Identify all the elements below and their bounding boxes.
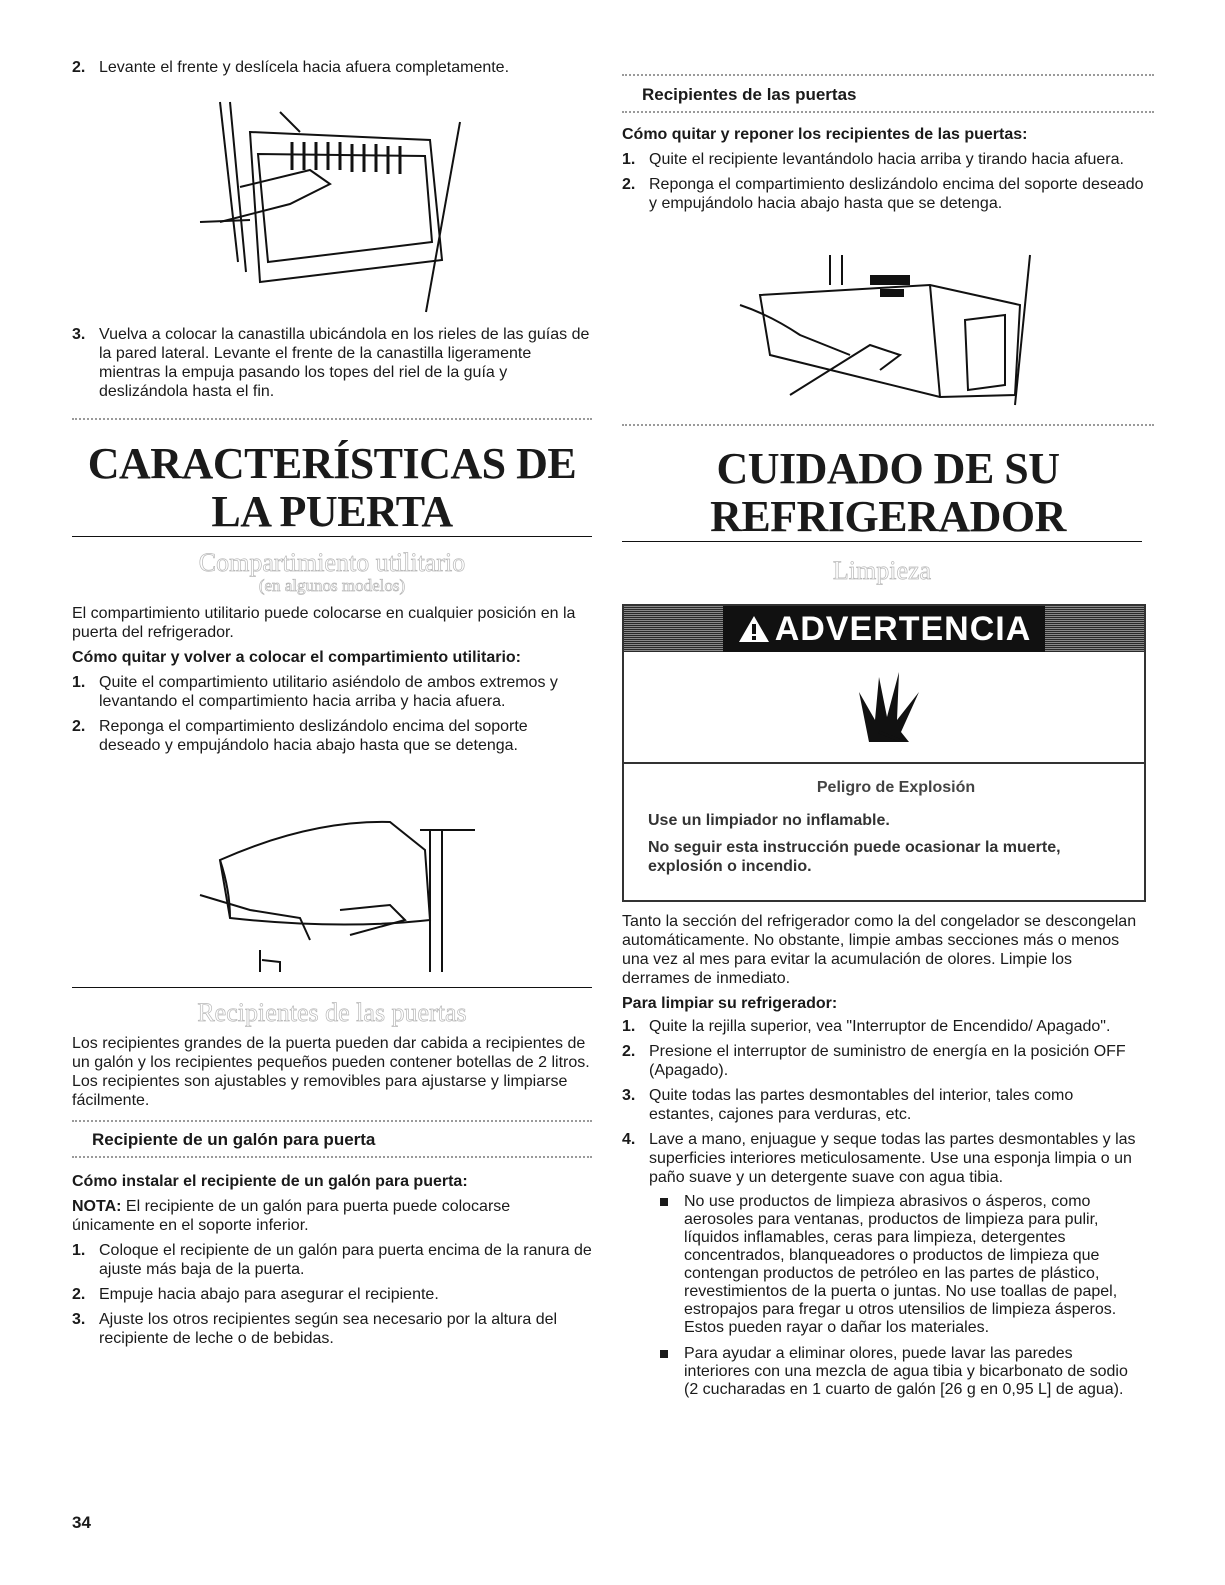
door-bins-section [72, 998, 592, 1354]
door-bins-howto: Cómo quitar y reponer los recipientes de las puertas: [622, 126, 1028, 143]
step-item: 1. Quite el recipiente levantándolo hacia arriba y tirando hacia afuera. [622, 151, 1124, 168]
step-item: 2. Reponga el compartimiento deslizándolo encima del soporte deseado y empujándolo hacia abajo hasta que se detenga. [72, 718, 528, 754]
crisper-steps-a [72, 58, 592, 77]
page-number: 34 [72, 1513, 91, 1532]
warning-triangle-icon [737, 614, 771, 644]
cleaning-steps [622, 1017, 1142, 1187]
step-item: 1. Coloque el recipiente de un galón para puerta encima de la ranura de ajuste más baja de la puerta. [72, 1242, 592, 1278]
step-item: 1. Quite la rejilla superior, vea "Interruptor de Encendido/ Apagado". [622, 1018, 1111, 1035]
utility-heading: Compartimiento utilitario [198, 548, 466, 577]
step-item: 2. Levante el frente y deslícela hacia afuera completamente. [72, 59, 510, 76]
warning-line-2: No seguir esta instrucción puede ocasionar la muerte, explosión o incendio. [648, 839, 1061, 875]
step-item: 2. Presione el interruptor de suministro de energía en la posición OFF (Apagado). [622, 1043, 1126, 1079]
cleaning-howto: Para limpiar su refrigerador: [622, 995, 838, 1012]
explosion-symbol-area [624, 652, 1144, 764]
cleaning-intro: Tanto la sección del refrigerador como la del congelador se descongelan automáticamente. No obstante, limpie ambas secciones más o menos una vez al mes para evitar la acumulación de olores. Limpie los derrames de inmediato. [622, 913, 1137, 987]
right-door-bins-section [622, 85, 1154, 219]
utility-howto: Cómo quitar y volver a colocar el compartimiento utilitario: [72, 649, 521, 666]
dotted-divider [622, 424, 1154, 426]
step-item: 3. Ajuste los otros recipientes según sea necesario por la altura del recipiente de leche o de bebidas. [72, 1311, 558, 1347]
utility-intro: El compartimiento utilitario puede colocarse en cualquier posición en la puerta del refrigerador. [72, 605, 576, 641]
dotted-divider [72, 418, 592, 420]
gallon-bin-howto: Cómo instalar el recipiente de un galón para puerta: [72, 1173, 468, 1190]
utility-compartment-illustration [190, 800, 480, 975]
cleaning-heading-wrap [622, 556, 1142, 586]
section-rule [72, 536, 592, 537]
cleaning-section [622, 912, 1142, 1407]
door-features-title: CARACTERÍSTICAS DE LA PUERTA [87, 439, 577, 536]
bullet-item: Para ayudar a eliminar olores, puede lavar las paredes interiores con una mezcla de agua tibia y bicarbonato de sodio (2 cucharadas en 1 cuarto de galón [26 g en 0,95 L] de agua). [622, 1345, 1142, 1399]
utility-subheading: (en algunos modelos) [258, 576, 406, 595]
door-bins-steps [622, 150, 1154, 213]
crisper-step-3 [72, 325, 592, 407]
door-bins-subhead: Recipientes de las puertas [642, 85, 857, 104]
gallon-bin-steps [72, 1241, 592, 1348]
warning-text [624, 764, 1144, 876]
step-item: 3. Quite todas las partes desmontables del interior, tales como estantes, cajones para verduras, etc. [622, 1087, 1074, 1123]
step-item: 2. Reponga el compartimiento deslizándolo encima del soporte deseado y empujándolo hacia abajo hasta que se detenga. [622, 176, 1144, 212]
cleaning-bullets [622, 1193, 1142, 1399]
section-rule [622, 541, 1142, 542]
section-rule [72, 987, 592, 988]
utility-compartment-section [72, 548, 592, 761]
refrigerator-care-title: CUIDADO DE SU REFRIGERADOR [710, 444, 1066, 541]
warning-box [622, 604, 1146, 902]
hazard-title: Peligro de Explosión [816, 779, 976, 796]
warning-header [624, 606, 1144, 652]
step-item: 1. Quite el compartimiento utilitario asiéndolo de ambos extremos y levantando el compartimiento hacia arriba y hacia afuera. [72, 674, 558, 710]
door-bins-heading: Recipientes de las puertas [197, 998, 467, 1027]
bullet-item: No use productos de limpieza abrasivos o ásperos, como aerosoles para ventanas, productos de limpieza para pulir, líquidos inflamables, ceras para limpieza, detergentes concentrados, blanqueadores o productos de limpieza que contengan productos de petróleo en las partes de plástico, revestimientos de la puerta o juntas. No use toallas de papel, estropajos para fregar u otros utensilios de limpieza ásperos. Estos pueden rayar o dañar los materiales. [622, 1193, 1142, 1337]
warning-banner: ADVERTENCIA [723, 606, 1046, 652]
dotted-divider [622, 74, 1154, 76]
crisper-drawer-illustration [180, 92, 480, 314]
explosion-icon [839, 662, 929, 752]
gallon-bin-subhead: Recipiente de un galón para puerta [92, 1130, 376, 1149]
door-bins-intro: Los recipientes grandes de la puerta pueden dar cabida a recipientes de un galón y los recipientes pequeños pueden contener botellas de 2 litros. Los recipientes son ajustables y removibles para ajustarse y limpiarse fácilmente. [72, 1035, 590, 1109]
step-item: 4. Lave a mano, enjuague y seque todas las partes desmontables y las superficies interiores meticulosamente. Use una esponja limpia o un paño suave y un detergente suave con agua tibia. [622, 1131, 1136, 1186]
cleaning-heading: Limpieza [832, 556, 932, 585]
warning-line-1: Use un limpiador no inflamable. [648, 812, 890, 829]
gallon-bin-note: NOTA: El recipiente de un galón para puerta puede colocarse únicamente en el soporte inferior. [72, 1198, 511, 1234]
left-column [72, 58, 592, 83]
door-bin-illustration [730, 245, 1040, 410]
step-item: 2. Empuje hacia abajo para asegurar el recipiente. [72, 1286, 439, 1303]
utility-steps [72, 673, 592, 755]
step-item: 3. Vuelva a colocar la canastilla ubicándola en los rieles de las guías de la pared lateral. Levante el frente de la canastilla ligeramente mientras la empuja pasando los topes del riel de la guía y deslizándola hasta el fin. [72, 326, 590, 400]
